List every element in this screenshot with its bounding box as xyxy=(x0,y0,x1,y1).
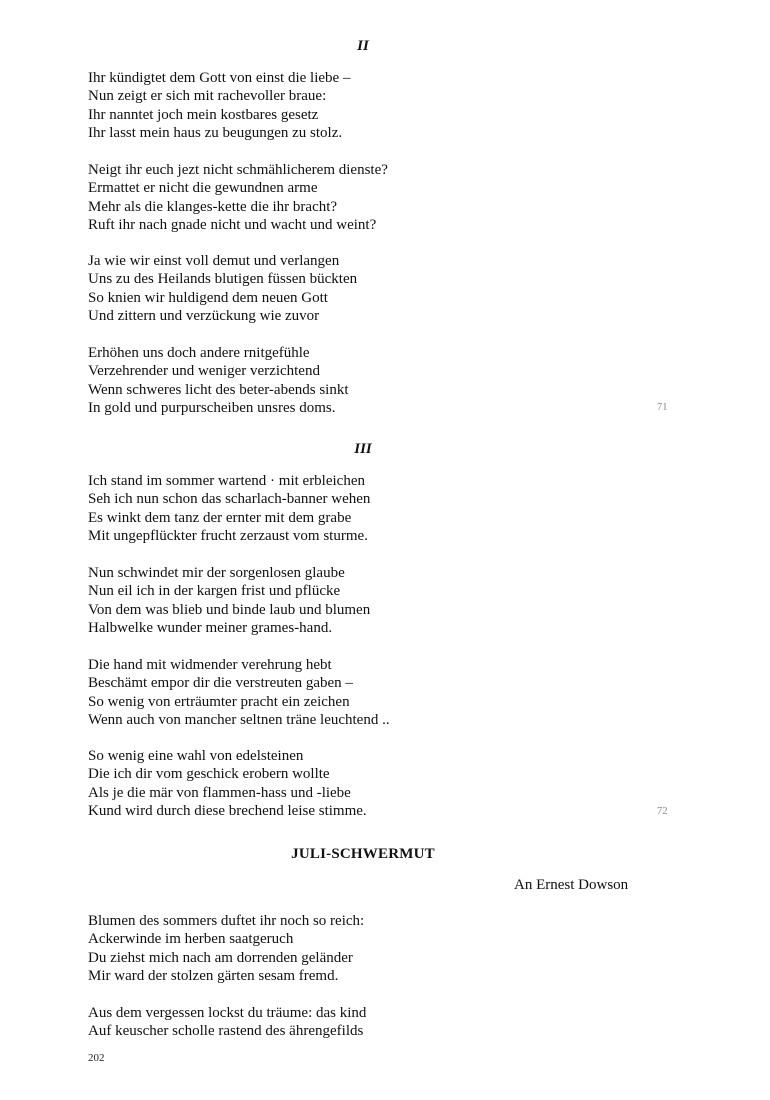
stanza xyxy=(88,472,648,545)
verse-line: Von dem was blieb und binde laub und blumen xyxy=(88,601,371,618)
verse-line: Als je die mär von flammen-hass und -liebe xyxy=(88,784,351,801)
stanza xyxy=(88,1004,648,1041)
verse-line: So knien wir huldigend dem neuen Gott xyxy=(88,289,328,306)
verse-line: Die ich dir vom geschick erobern wollte xyxy=(88,766,330,783)
verse-line: Mehr als die klanges-kette die ihr bracht? xyxy=(88,198,338,215)
verse-line: Ermattet er nicht die gewundnen arme xyxy=(88,180,318,197)
verse-line: Du ziehst mich nach am dorrenden geländer xyxy=(88,949,353,966)
verse-line: Auf keuscher scholle rastend des ährengefilds xyxy=(88,1023,364,1040)
verse-line: Mir ward der stolzen gärten sesam fremd. xyxy=(88,967,339,984)
verse-line: Es winkt dem tanz der ernter mit dem grabe xyxy=(88,509,352,526)
stanza xyxy=(88,69,648,142)
verse-line: So wenig eine wahl von edelsteinen xyxy=(88,748,304,764)
stanza xyxy=(88,344,648,417)
verse-line: Erhöhen uns doch andere rnitgefühle xyxy=(88,345,310,361)
stanza xyxy=(88,747,648,820)
dedication: An Ernest Dowson xyxy=(514,877,629,893)
verse-line: Wenn auch von mancher seltnen träne leuchtend .. xyxy=(88,711,390,728)
verse-line: Seh ich nun schon das scharlach-banner wehen xyxy=(88,491,371,508)
stanza xyxy=(88,564,648,637)
section-heading-ii: II xyxy=(357,38,369,54)
verse-line: Mit ungepflückter frucht zerzaust vom sturme. xyxy=(88,527,368,544)
verse-line: Halbwelke wunder meiner grames-hand. xyxy=(88,619,333,636)
verse-line: Nun zeigt er sich mit rachevoller braue: xyxy=(88,88,327,105)
poem-title: JULI-SCHWERMUT xyxy=(291,846,435,862)
verse-line: Ruft ihr nach gnade nicht und wacht und weint? xyxy=(88,216,377,233)
verse-line: Kund wird durch diese brechend leise stimme. xyxy=(88,802,367,819)
verse-line: Beschämt empor dir die verstreuten gaben – xyxy=(88,675,353,692)
verse-line: Wenn schweres licht des beter-abends sinkt xyxy=(88,381,349,398)
stanza xyxy=(88,252,648,325)
stanza xyxy=(88,656,648,729)
verse-line: Uns zu des Heilands blutigen füssen bückten xyxy=(88,271,358,288)
verse-line: Nun eil ich in der kargen frist und pflücke xyxy=(88,583,341,600)
verse-line: Ihr lasst mein haus zu beugungen zu stolz. xyxy=(88,124,343,141)
verse-line: Ihr kündigtet dem Gott von einst die liebe – xyxy=(88,70,351,86)
verse-line: Ich stand im sommer wartend · mit erbleichen xyxy=(88,473,365,489)
verse-line: Nun schwindet mir der sorgenlosen glaube xyxy=(88,565,345,581)
margin-number: 72 xyxy=(657,806,668,817)
stanza xyxy=(88,161,648,234)
verse-line: Ja wie wir einst voll demut und verlangen xyxy=(88,253,340,269)
verse-line: So wenig von erträumter pracht ein zeichen xyxy=(88,693,350,710)
verse-line: Ackerwinde im herben saatgeruch xyxy=(88,931,294,948)
margin-number: 71 xyxy=(657,402,668,413)
verse-line: Die hand mit widmender verehrung hebt xyxy=(88,657,332,673)
verse-line: Blumen des sommers duftet ihr noch so reich: xyxy=(88,913,365,929)
verse-line: Aus dem vergessen lockst du träume: das kind xyxy=(88,1005,367,1021)
verse-line: In gold und purpurscheiben unsres doms. xyxy=(88,399,336,416)
stanza xyxy=(88,912,648,985)
verse-line: Und zittern und verzückung wie zuvor xyxy=(88,307,320,324)
verse-line: Verzehrender und weniger verzichtend xyxy=(88,363,320,380)
page-number: 202 xyxy=(88,1052,105,1064)
verse-line: Ihr nanntet joch mein kostbares gesetz xyxy=(88,106,319,123)
verse-line: Neigt ihr euch jezt nicht schmählicherem dienste? xyxy=(88,162,388,178)
section-heading-iii: III xyxy=(354,441,372,457)
